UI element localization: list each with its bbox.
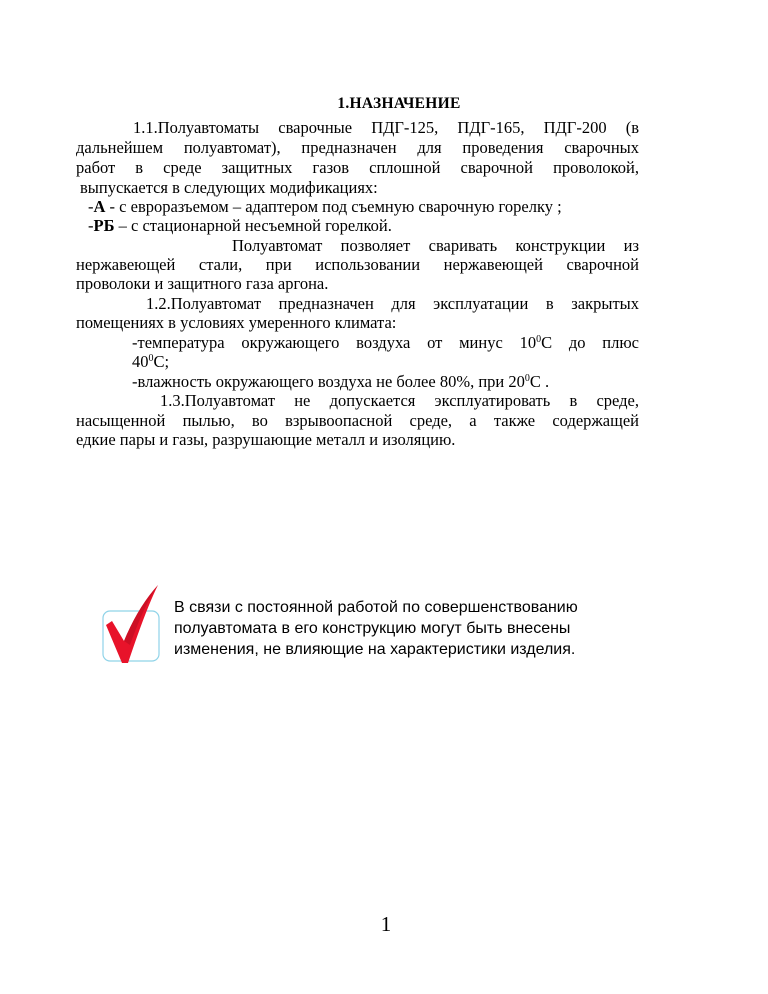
page-number: 1 <box>380 912 392 936</box>
section-title: 1.НАЗНАЧЕНИЕ <box>337 95 461 112</box>
paragraph-line: едкие пары и газы, разрушающие металл и изоляцию. <box>76 430 456 449</box>
modification-dash: - <box>88 216 94 235</box>
note-icon-frame <box>100 583 162 665</box>
degree-mark: 0 <box>148 353 154 364</box>
degree-mark: 0 <box>536 334 542 345</box>
modification-a <box>88 197 562 217</box>
paragraph-line: насыщенной пылью, во взрывоопасной среде, а также содержащей <box>76 411 639 430</box>
checkmark-icon <box>100 583 162 665</box>
humidity-line: -влажность окружающего воздуха не более 80%, при $20^0С$ . <box>132 372 550 391</box>
note-line: изменения, не влияющие на характеристики изделия. <box>174 641 576 658</box>
modification-dash: - <box>88 197 94 216</box>
paragraph-line: проволоки и защитного газа аргона. <box>76 274 329 293</box>
temperature-line: -температура окружающего воздуха от минус $10^0С$ до плюс <box>132 333 640 352</box>
paragraph-line: 1.3.Полуавтомат не допускается эксплуатировать в среде, <box>160 391 639 410</box>
note-line: В связи с постоянной работой по совершенствованию <box>174 599 578 616</box>
note-text <box>174 597 578 660</box>
paragraph-line: Полуавтомат позволяет сваривать конструкции из <box>232 236 639 255</box>
paragraph-line: работ в среде защитных газов сплошной сварочной проволокой, <box>76 158 639 177</box>
degree-mark: 0 <box>524 373 530 384</box>
paragraph-line: 1.2.Полуавтомат предназначен для эксплуатации в закрытых <box>146 294 639 313</box>
modification-code: А <box>93 197 106 216</box>
note-line: полуавтомата в его конструкцию могут быть внесены <box>174 620 571 637</box>
paragraph-line: 1.1.Полуавтоматы сварочные ПДГ-125, ПДГ-165, ПДГ-200 (в <box>133 118 639 137</box>
modification-code: РБ <box>93 216 115 235</box>
paragraph-line: дальнейшем полуавтомат), предназначен для проведения сварочных <box>76 138 639 157</box>
paragraph-line: помещениях в условиях умеренного климата: <box>76 313 397 332</box>
modification-text: – с стационарной несъемной горелкой. <box>114 216 392 235</box>
paragraph-line: выпускается в следующих модификациях: <box>80 178 378 197</box>
modification-text: - с евроразъемом – адаптером под съемную сварочную горелку ; <box>105 197 562 216</box>
modification-rb <box>88 216 392 236</box>
temperature-line-cont: $40^0С$; <box>132 352 170 371</box>
paragraph-line: нержавеющей стали, при использовании нержавеющей сварочной <box>76 255 639 274</box>
